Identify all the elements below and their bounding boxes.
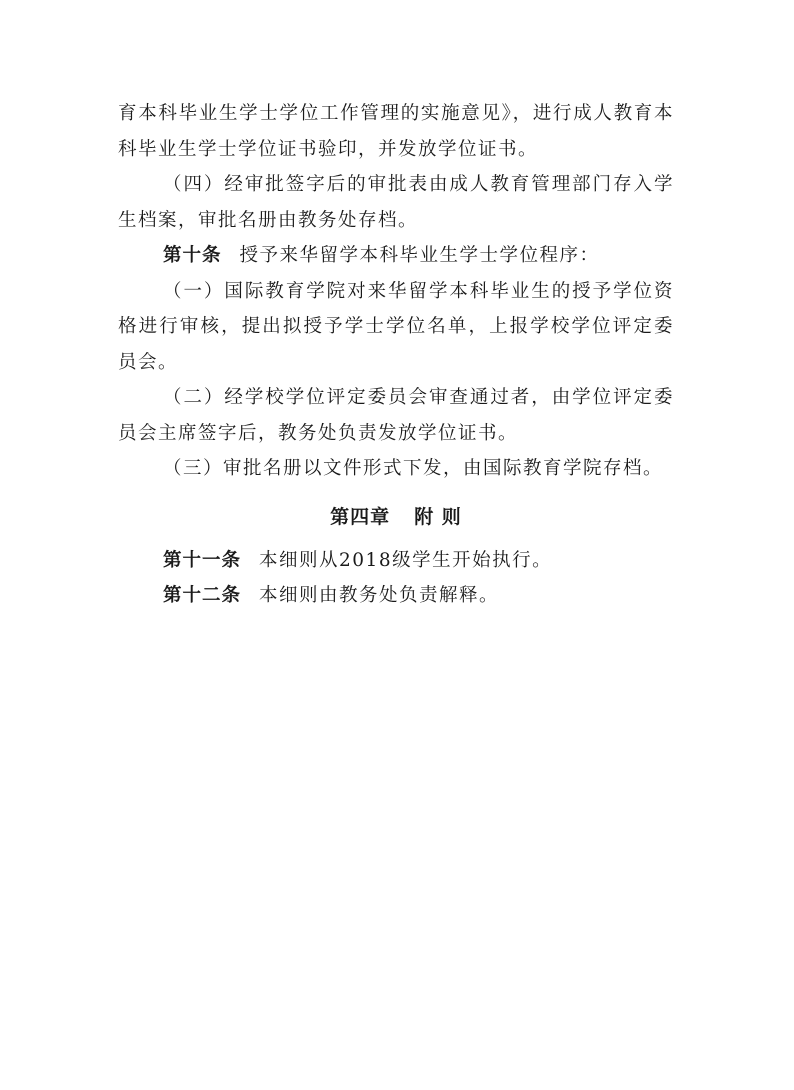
paragraph-continued: 育本科毕业生学士学位工作管理的实施意见》，进行成人教育本科毕业生学士学位证书验印，并发放学位证书。: [118, 103, 674, 160]
article-12-label: 第十二条: [163, 585, 242, 606]
article-11-text: 本细则从2018级学生开始执行。: [259, 549, 553, 571]
chapter-title: 附 则: [414, 505, 462, 528]
document-body: [118, 96, 674, 614]
article-11-label: 第十一条: [163, 549, 242, 571]
article-10-label: 第十条: [163, 245, 222, 266]
paragraph-item-2: （二）经学校学位评定委员会审查通过者，由学位评定委员会主席签字后，教务处负责发放学位证书。: [118, 387, 674, 444]
article-10-text: 授予来华留学本科毕业生学士学位程序：: [239, 245, 600, 266]
article-11: [118, 543, 674, 579]
paragraph-item-1: （一）国际教育学院对来华留学本科毕业生的授予学位资格进行审核，提出拟授予学士学位名单，上报学校学位评定委员会。: [118, 280, 674, 373]
chapter-heading: [118, 499, 674, 535]
paragraph-item-4: （四）经审批签字后的审批表由成人教育管理部门存入学生档案，审批名册由教务处存档。: [118, 174, 674, 231]
article-12-text: 本细则由教务处负责解释。: [259, 585, 500, 606]
chapter-number: 第四章: [330, 505, 391, 528]
article-12: [118, 578, 674, 614]
article-10: [118, 238, 674, 274]
paragraph-item-3: （三）审批名册以文件形式下发，由国际教育学院存档。: [163, 458, 664, 479]
